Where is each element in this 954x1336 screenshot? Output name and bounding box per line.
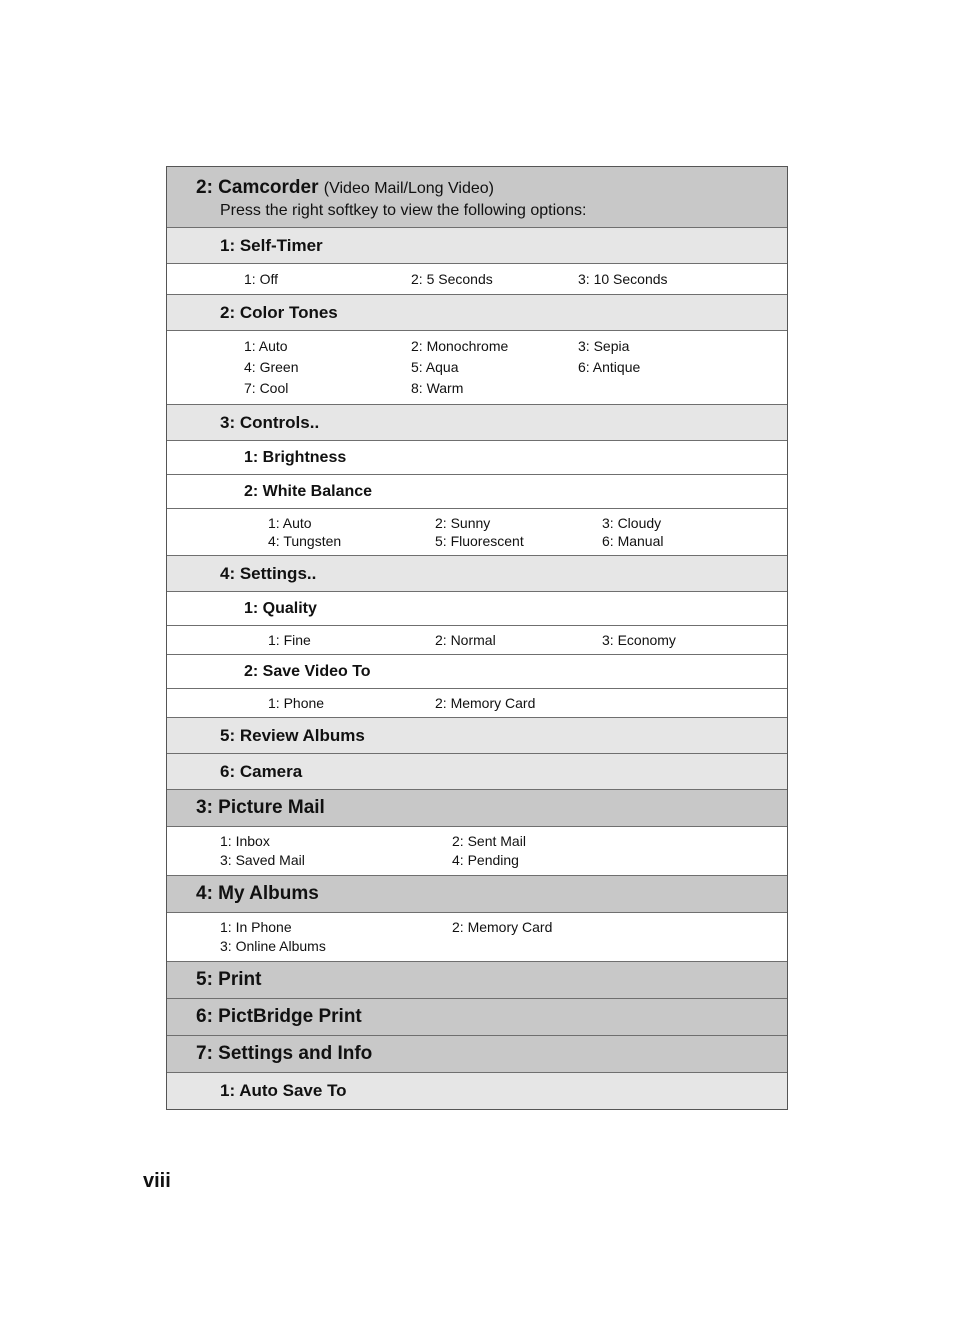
white-balance-title: 2: White Balance xyxy=(244,482,373,500)
option-item: 4: Pending xyxy=(452,852,519,868)
option-item: 1: In Phone xyxy=(220,919,292,935)
self-timer-header xyxy=(167,228,787,264)
auto-save-header xyxy=(167,1073,787,1109)
option-item: 6: Antique xyxy=(578,359,641,375)
camera-header xyxy=(167,754,787,790)
option-item: 2: Sunny xyxy=(435,515,491,531)
option-item: 1: Auto xyxy=(244,338,288,354)
option-item: 3: Saved Mail xyxy=(220,852,305,868)
quality-header xyxy=(167,592,787,626)
camcorder-description: Press the right softkey to view the following options: xyxy=(220,201,587,219)
option-item: 2: Monochrome xyxy=(411,338,509,354)
option-item: 5: Fluorescent xyxy=(435,533,524,549)
quality-options xyxy=(167,626,787,655)
color-tones-header xyxy=(167,295,787,331)
save-video-title: 2: Save Video To xyxy=(244,662,371,680)
color-tones-title: 2: Color Tones xyxy=(220,302,338,322)
camcorder-title: 2: Camcorder xyxy=(196,176,319,198)
option-item: 5: Aqua xyxy=(411,359,459,375)
option-item: 4: Tungsten xyxy=(268,533,342,549)
review-albums-header xyxy=(167,718,787,754)
self-timer-options xyxy=(167,264,787,295)
option-item: 7: Cool xyxy=(244,380,289,396)
controls-header xyxy=(167,405,787,441)
my-albums-title: 4: My Albums xyxy=(196,883,319,904)
option-item: 3: Cloudy xyxy=(602,515,662,531)
controls-title: 3: Controls.. xyxy=(220,412,320,432)
white-balance-header xyxy=(167,475,787,509)
quality-title: 1: Quality xyxy=(244,599,317,617)
brightness-title: 1: Brightness xyxy=(244,448,347,466)
settings-info-title: 7: Settings and Info xyxy=(196,1043,373,1064)
menu-table xyxy=(166,166,788,1110)
option-item: 1: Inbox xyxy=(220,833,270,849)
save-video-header xyxy=(167,655,787,689)
settings-info-header xyxy=(167,1036,787,1073)
camera-title: 6: Camera xyxy=(220,761,303,781)
print-header xyxy=(167,962,787,999)
option-item: 3: Sepia xyxy=(578,338,630,354)
picture-mail-title: 3: Picture Mail xyxy=(196,797,325,818)
option-item: 3: Online Albums xyxy=(220,938,326,954)
option-item: 2: 5 Seconds xyxy=(411,271,493,287)
review-albums-title: 5: Review Albums xyxy=(220,725,365,745)
print-title: 5: Print xyxy=(196,969,262,990)
option-item: 2: Sent Mail xyxy=(452,833,526,849)
picture-mail-header xyxy=(167,790,787,827)
settings-title: 4: Settings.. xyxy=(220,563,317,583)
option-item: 2: Memory Card xyxy=(452,919,553,935)
page-number: viii xyxy=(143,1170,171,1192)
option-item: 8: Warm xyxy=(411,380,464,396)
my-albums-header xyxy=(167,876,787,913)
option-item: 1: Fine xyxy=(268,632,311,648)
picture-mail-options xyxy=(167,827,787,876)
option-item: 1: Off xyxy=(244,271,278,287)
white-balance-options xyxy=(167,509,787,556)
my-albums-options xyxy=(167,913,787,962)
option-item: 3: 10 Seconds xyxy=(578,271,668,287)
option-item: 2: Memory Card xyxy=(435,695,536,711)
settings-header xyxy=(167,556,787,592)
save-video-options xyxy=(167,689,787,718)
option-item: 3: Economy xyxy=(602,632,676,648)
auto-save-title: 1: Auto Save To xyxy=(220,1081,347,1100)
option-item: 4: Green xyxy=(244,359,299,375)
camcorder-subtitle: (Video Mail/Long Video) xyxy=(323,179,494,197)
option-item: 1: Auto xyxy=(268,515,312,531)
option-item: 6: Manual xyxy=(602,533,664,549)
self-timer-title: 1: Self-Timer xyxy=(220,235,323,255)
option-item: 2: Normal xyxy=(435,632,496,648)
pictbridge-title: 6: PictBridge Print xyxy=(196,1006,362,1027)
pictbridge-header xyxy=(167,999,787,1036)
camcorder-header xyxy=(167,167,787,228)
color-tones-options xyxy=(167,331,787,405)
brightness-header xyxy=(167,441,787,475)
option-item: 1: Phone xyxy=(268,695,325,711)
